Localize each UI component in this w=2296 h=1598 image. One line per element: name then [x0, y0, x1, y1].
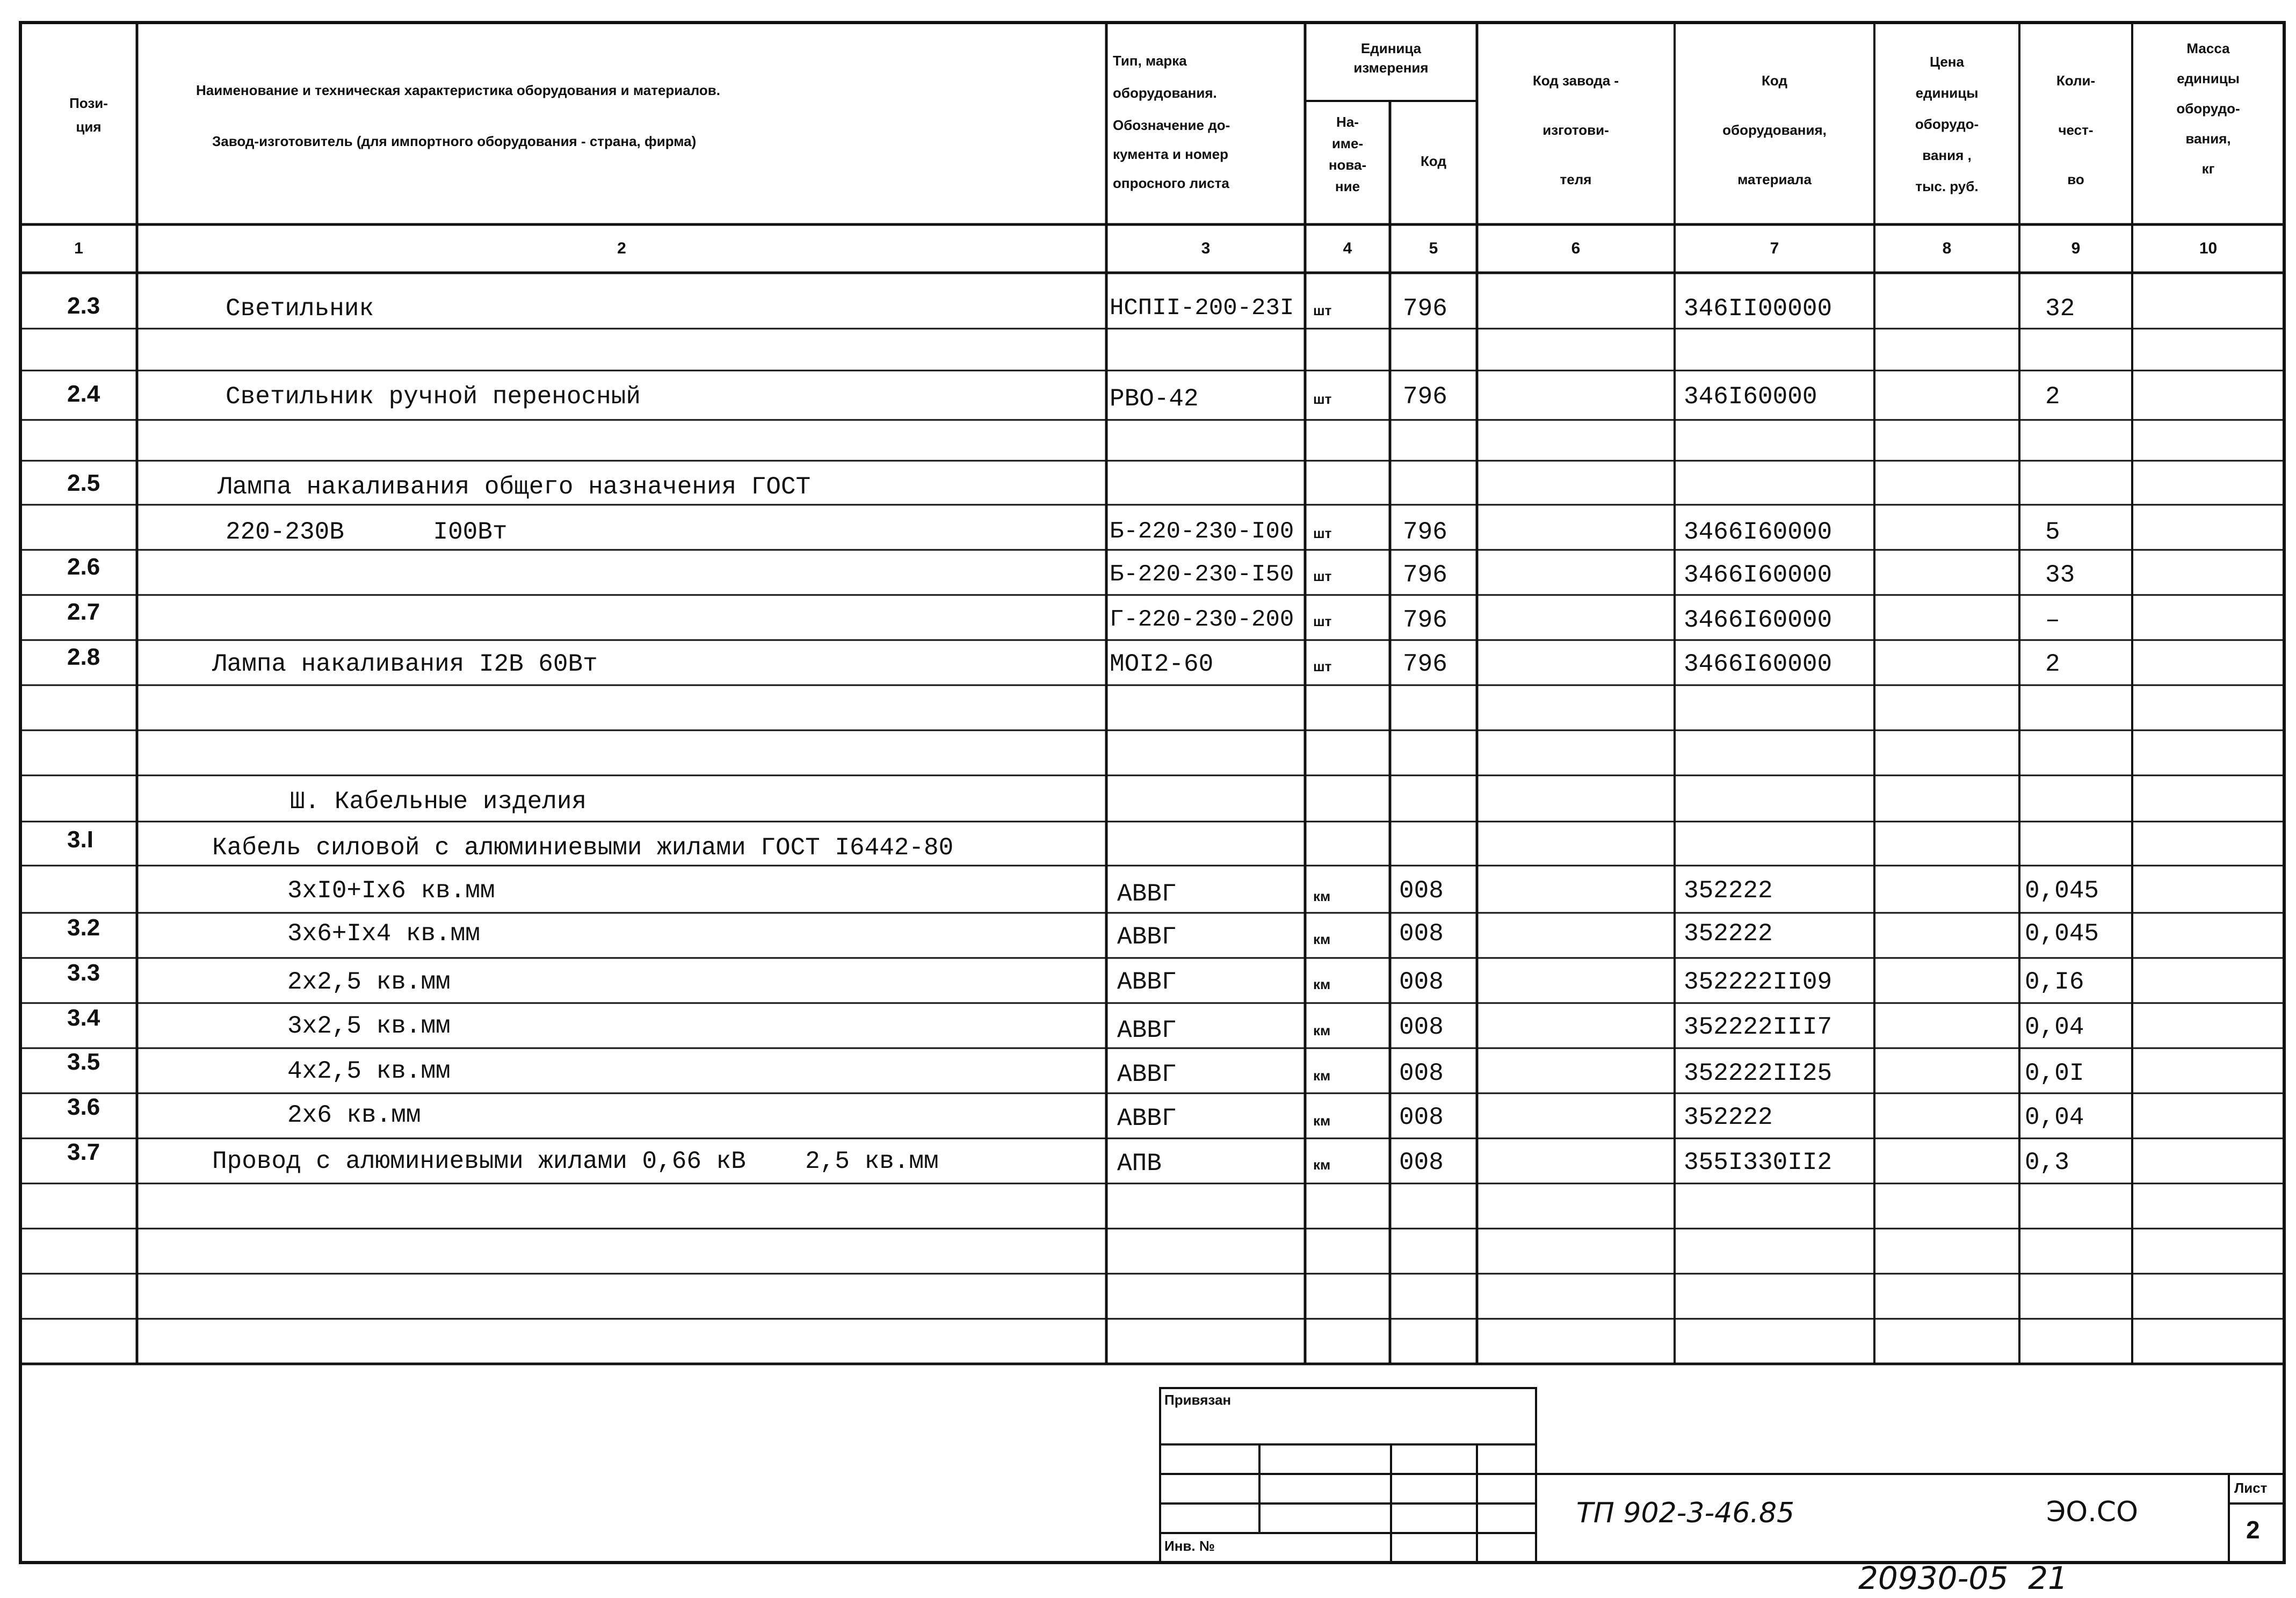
row-unit-code: 008	[1399, 1149, 1444, 1176]
header-col3-line: Обозначение до-	[1113, 117, 1230, 133]
row-unit: км	[1313, 888, 1331, 904]
section-heading: Ш. Кабельные изделия	[290, 788, 587, 816]
header-col8-line: вания ,	[1922, 147, 1972, 163]
header-col3-line: Тип, марка	[1113, 53, 1187, 69]
row-type: АВВГ	[1117, 1105, 1177, 1132]
document-code: ТП 902-3-46.85	[1576, 1497, 1795, 1529]
header-col10-line: единицы	[2177, 70, 2240, 86]
row-material-code: 352222	[1684, 1103, 1773, 1131]
row-quantity: 0,04	[2025, 1013, 2084, 1041]
row-quantity: 0,045	[2025, 877, 2099, 905]
row-name: 2х2,5 кв.мм	[287, 968, 451, 996]
header-col4	[1305, 114, 1390, 200]
row-type: НСПII-200-23I	[1110, 295, 1294, 322]
row-position: 2.3	[67, 293, 100, 319]
column-number: 3	[1201, 239, 1211, 257]
row-name: 3хI0+Iх6 кв.мм	[287, 877, 495, 905]
header-col6	[1477, 72, 1675, 193]
row-unit-code: 008	[1399, 1013, 1444, 1041]
row-unit-code: 008	[1399, 920, 1444, 948]
header-col4-line: На-	[1336, 114, 1359, 130]
header-col9	[2019, 72, 2132, 193]
header-col2-line2: Завод-изготовитель (для импортного оборудования - страна, фирма)	[212, 133, 697, 149]
column-number: 2	[617, 239, 626, 257]
row-name: Кабель силовой с алюминиевыми жилами ГОСТ I6442-80	[212, 834, 954, 862]
row-type: АВВГ	[1117, 968, 1177, 996]
row-name: 3х2,5 кв.мм	[287, 1012, 451, 1040]
row-type: АВВГ	[1117, 923, 1177, 951]
row-material-code: 352222III7	[1684, 1013, 1833, 1041]
row-position: 2.5	[67, 470, 100, 496]
row-position: 2.7	[67, 599, 100, 625]
header-col9-line: Коли-	[2056, 72, 2096, 89]
header-col4-line: имe-	[1331, 135, 1364, 151]
sheet-label: Лист	[2234, 1480, 2268, 1496]
row-name: 220-230В I00Вт	[226, 518, 508, 546]
column-number: 5	[1429, 239, 1438, 257]
header-col10-line: кг	[2201, 161, 2215, 177]
row-material-code: 3466I60000	[1684, 518, 1833, 546]
header-col10-line: вания,	[2185, 130, 2231, 147]
row-material-code: 346II00000	[1684, 295, 1833, 323]
row-name: Лампа накаливания общего назначения ГОСТ	[218, 473, 811, 501]
row-unit: шт	[1313, 613, 1332, 629]
row-material-code: 346I60000	[1684, 383, 1817, 411]
row-quantity: 0,3	[2025, 1149, 2069, 1176]
row-quantity: 0,045	[2025, 920, 2099, 948]
row-material-code: 355I330II2	[1684, 1149, 1833, 1176]
header-col3-line: кумента и номер	[1113, 146, 1228, 162]
header-col4-line: ние	[1335, 178, 1360, 194]
row-quantity: 0,04	[2025, 1103, 2084, 1131]
row-type: РВО-42	[1110, 385, 1199, 413]
column-number: 10	[2199, 239, 2218, 257]
row-unit-code: 796	[1403, 650, 1447, 678]
row-unit: шт	[1313, 568, 1332, 584]
row-position: 3.6	[67, 1094, 100, 1120]
row-quantity: 5	[2045, 518, 2060, 546]
stamp-inventory-number: Инв. №	[1164, 1538, 1215, 1554]
row-unit-code: 796	[1403, 518, 1447, 546]
header-col5: Код	[1421, 153, 1446, 169]
row-material-code: 3466I60000	[1684, 650, 1833, 678]
row-quantity: –	[2045, 606, 2060, 634]
row-position: 3.3	[67, 960, 100, 986]
header-col10-line: Масса	[2186, 40, 2230, 56]
header-col8-line: тыс. руб.	[1915, 178, 1979, 194]
row-unit: км	[1313, 1113, 1331, 1129]
row-quantity: 0,0I	[2025, 1059, 2084, 1087]
row-quantity: 0,I6	[2025, 968, 2084, 996]
row-unit-code: 008	[1399, 1059, 1444, 1087]
header-col10	[2132, 40, 2284, 182]
header-col9-line: чест-	[2058, 122, 2094, 138]
row-type: МОI2-60	[1110, 650, 1214, 678]
row-unit-code: 796	[1403, 606, 1447, 634]
row-unit: шт	[1313, 391, 1332, 407]
row-unit: км	[1313, 976, 1331, 992]
row-type: Б-220-230-I50	[1110, 561, 1294, 588]
row-unit-code: 008	[1399, 968, 1444, 996]
document-section: ЭО.СО	[2046, 1496, 2139, 1528]
row-type: АВВГ	[1117, 1016, 1177, 1044]
header-col7	[1675, 72, 1874, 193]
row-material-code: 3466I60000	[1684, 606, 1833, 634]
header-col4-line: нова-	[1328, 157, 1367, 173]
column-number: 6	[1571, 239, 1581, 257]
row-unit: шт	[1313, 525, 1332, 541]
row-unit-code: 008	[1399, 877, 1444, 905]
row-unit: км	[1313, 1157, 1331, 1173]
header-col8-line: оборудо-	[1915, 116, 1979, 132]
header-col9-line: во	[2067, 171, 2084, 187]
row-position: 3.5	[67, 1049, 100, 1075]
row-name: Лампа накаливания I2В 60Вт	[212, 650, 598, 678]
row-unit: шт	[1313, 302, 1332, 318]
header-col6-line: изготови-	[1542, 122, 1609, 138]
column-number: 8	[1942, 239, 1952, 257]
row-position: 3.7	[67, 1139, 100, 1165]
header-col1: Пози- ция	[69, 95, 108, 135]
row-quantity: 2	[2045, 383, 2060, 411]
row-name: Светильник ручной переносный	[226, 383, 641, 411]
header-col3-line: оборудования.	[1113, 85, 1217, 101]
row-material-code: 352222	[1684, 920, 1773, 948]
row-name: 4х2,5 кв.мм	[287, 1057, 451, 1085]
row-position: 2.4	[67, 381, 100, 407]
row-unit-code: 008	[1399, 1103, 1444, 1131]
header-col7-line: Код	[1762, 72, 1787, 89]
header-col3-line: опросного листа	[1113, 175, 1229, 191]
row-unit: км	[1313, 931, 1331, 947]
row-quantity: 33	[2045, 561, 2075, 589]
header-col8-line: Цена	[1930, 54, 1964, 70]
row-name: 3х6+Iх4 кв.мм	[287, 920, 480, 948]
row-unit-code: 796	[1403, 561, 1447, 589]
row-position: 3.4	[67, 1005, 100, 1031]
row-name: 2х6 кв.мм	[287, 1101, 421, 1129]
row-unit: шт	[1313, 658, 1332, 674]
row-type: Г-220-230-200	[1110, 606, 1294, 633]
header-col6-line: теля	[1560, 171, 1592, 187]
row-unit-code: 796	[1403, 295, 1447, 323]
header-col7-line: материала	[1737, 171, 1812, 187]
row-unit-code: 796	[1403, 383, 1447, 411]
stamp-privyazan: Привязан	[1164, 1392, 1232, 1408]
column-number: 4	[1343, 239, 1352, 257]
row-unit: км	[1313, 1067, 1331, 1084]
row-position: 3.2	[67, 914, 100, 941]
column-number: 1	[74, 239, 83, 257]
header-col8	[1874, 54, 2019, 200]
row-quantity: 32	[2045, 295, 2075, 323]
header-col3	[1113, 54, 1301, 205]
row-type: АВВГ	[1117, 1061, 1177, 1088]
column-number: 9	[2071, 239, 2081, 257]
row-material-code: 352222II25	[1684, 1059, 1833, 1087]
row-material-code: 352222II09	[1684, 968, 1833, 996]
row-position: 2.8	[67, 644, 100, 670]
row-name: Светильник	[226, 295, 374, 323]
header-col7-line: оборудования,	[1722, 122, 1827, 138]
row-position: 2.6	[67, 554, 100, 580]
sheet-number: 2	[2246, 1516, 2260, 1544]
row-position: 3.I	[67, 826, 93, 853]
column-number: 7	[1770, 239, 1779, 257]
header-col2-line1: Наименование и техническая характеристика оборудования и материалов.	[196, 82, 721, 98]
row-material-code: 3466I60000	[1684, 561, 1833, 589]
row-quantity: 2	[2045, 650, 2060, 678]
row-type: АВВГ	[1117, 880, 1177, 908]
header-col10-line: оборудо-	[2176, 100, 2240, 117]
row-name: Провод с алюминиевыми жилами 0,66 кВ 2,5 кв.мм	[212, 1147, 939, 1175]
row-unit: км	[1313, 1022, 1331, 1038]
row-type: Б-220-230-I00	[1110, 518, 1294, 545]
row-type: АПВ	[1117, 1150, 1162, 1178]
row-material-code: 352222	[1684, 877, 1773, 905]
header-unit-group: Единица измерения	[1353, 40, 1429, 76]
archive-number: 20930-05 21	[1858, 1560, 2068, 1596]
header-col8-line: единицы	[1915, 85, 1979, 101]
header-col6-line: Код завода -	[1532, 72, 1619, 89]
